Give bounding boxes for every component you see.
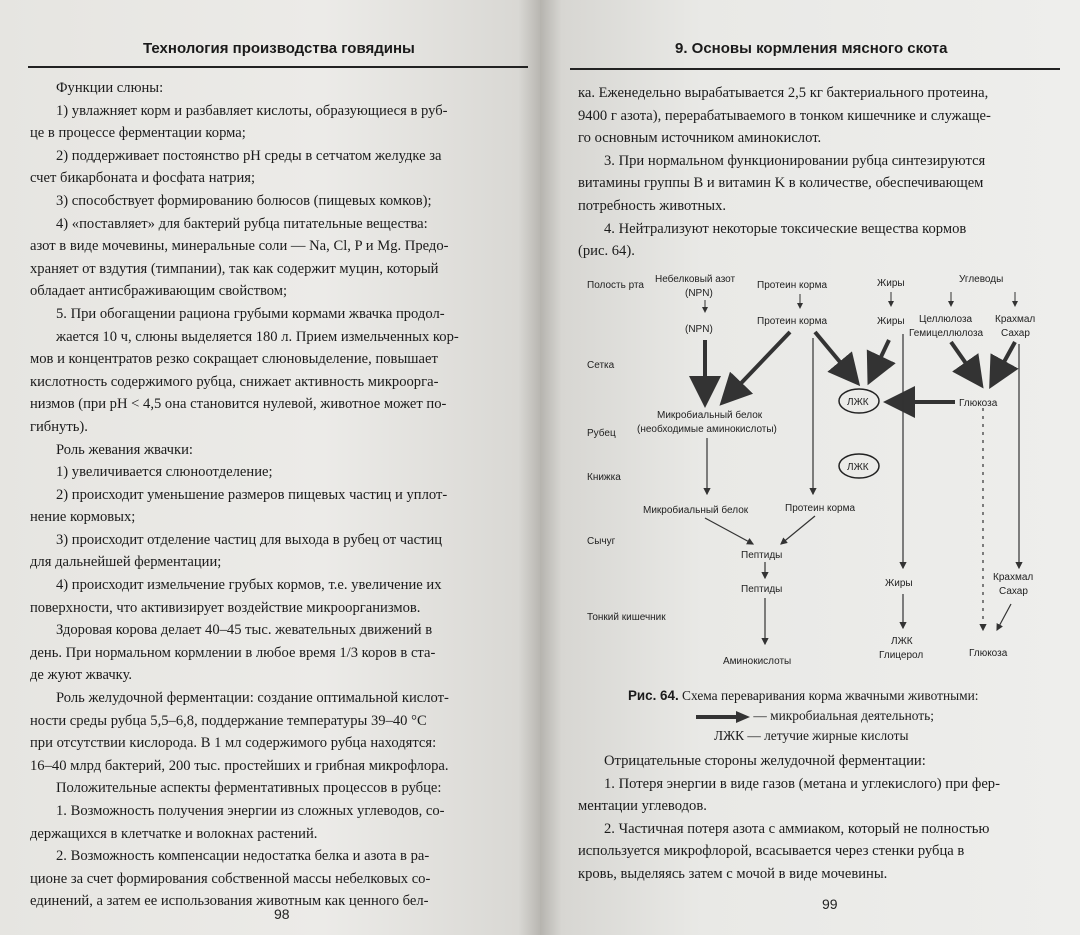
text-line: 2) происходит уменьшение размеров пищевых частиц и уплот- xyxy=(56,486,448,503)
text-line: Роль жевания жвачки: xyxy=(56,441,193,458)
figure-caption xyxy=(628,686,1068,746)
right-running-head: 9. Основы кормления мясного скота xyxy=(675,40,948,57)
text-line: 1) увлажняет корм и разбавляет кислоты, образующиеся в руб- xyxy=(56,102,448,119)
text-line: Функции слюны: xyxy=(56,80,164,96)
arrow-starch-to-glucose xyxy=(993,342,1015,382)
text-line: 3) происходит отделение частиц для выхода в рубец от частиц xyxy=(56,531,443,548)
arrow-feedprotein-to-peptides xyxy=(781,516,815,544)
node-feed-protein: Протеин корма xyxy=(757,316,828,327)
text-line: це в процессе ферментации корма; xyxy=(30,125,246,142)
node-lzhk-2: ЛЖК xyxy=(847,462,869,473)
node-npn-head-2: (NPN) xyxy=(685,288,713,299)
text-line: ментации углеводов. xyxy=(578,798,707,815)
text-line: потребность животных. xyxy=(578,197,727,214)
node-starch: Крахмал xyxy=(995,314,1036,325)
node-amino-acids: Аминокислоты xyxy=(723,656,792,667)
node-fats-head: Жиры xyxy=(877,278,905,289)
node-carbs-head: Углеводы xyxy=(959,274,1004,285)
text-line: храняет от вздутия (тимпании), так как содержит муцин, который xyxy=(30,260,439,277)
arrow-cellulose-to-glucose xyxy=(951,342,979,382)
arrow-microbial-to-peptides xyxy=(705,518,753,544)
caption-label: Рис. 64. xyxy=(628,688,679,703)
legend-lzhk: ЛЖК — летучие жирные кислоты xyxy=(714,728,909,743)
node-glucose: Глюкоза xyxy=(959,398,998,409)
text-line: го основным источником аминокислот. xyxy=(578,130,822,147)
node-microbial-protein-1: Микробиальный белок xyxy=(657,410,763,421)
text-line: день. При нормальном кормлении в любое время 1/3 коров в ста- xyxy=(30,644,436,661)
right-text-bottom xyxy=(578,750,1060,886)
node-glucose-2: Глюкоза xyxy=(969,648,1008,659)
left-running-head: Технология производства говядины xyxy=(143,40,415,57)
node-peptides-1: Пептиды xyxy=(741,550,783,561)
legend-arrow-text: — микробиальная деятельноть; xyxy=(753,708,934,723)
node-microbial-protein-3: Микробиальный белок xyxy=(643,505,749,516)
text-line: Роль желудочной ферментации: создание оптимальной кислот- xyxy=(56,690,449,707)
arrow-fats-to-lzhk xyxy=(871,340,889,378)
text-line: держащихся в клетчатке и волокнах растений. xyxy=(30,825,318,842)
right-text-top xyxy=(578,82,1060,263)
node-npn-head-1: Небелковый азот xyxy=(655,274,736,285)
right-header-rule xyxy=(570,68,1060,70)
text-line: ности среды рубца 5,5–6,8, поддержание температуры 39–40 °C xyxy=(30,712,427,729)
node-feed-protein-3: Протеин корма xyxy=(785,503,856,514)
text-line: 2. Возможность компенсации недостатка белка и азота в ра- xyxy=(56,848,430,865)
text-line: поверхности, что активизирует воздействие микроорганизмов. xyxy=(30,599,421,616)
text-line: де жуют жвачку. xyxy=(30,667,133,684)
node-lzhk-3: ЛЖК xyxy=(891,636,913,647)
text-line: 5. При обогащении рациона грубыми кормами жвачка продол- xyxy=(56,305,445,322)
text-line: 1. Возможность получения энергии из сложных углеводов, со- xyxy=(56,803,445,819)
left-text-column xyxy=(30,77,522,913)
caption-text: Схема переваривания корма жвачными животными: xyxy=(682,688,979,703)
text-line: при отсутствии кислорода. В 1 мл содержимого рубца находятся: xyxy=(30,735,437,752)
text-line: азот в виде мочевины, минеральные соли — Na, Cl, P и Mg. Предо- xyxy=(30,238,449,255)
organ-label-mouth: Полость рта xyxy=(587,280,644,291)
right-page-number: 99 xyxy=(822,896,838,912)
text-line: гибнуть). xyxy=(30,418,88,435)
node-fats: Жиры xyxy=(877,316,905,327)
text-line: 9400 г азота), перерабатываемого в тонком кишечнике и служаще- xyxy=(578,107,991,124)
text-line: 2) поддерживает постоянство pH среды в сетчатом желудке за xyxy=(56,147,442,164)
text-line: витамины группы B и витамин K в количестве, обеспечивающем xyxy=(578,175,984,192)
organ-label-rumen: Рубец xyxy=(587,428,616,439)
organ-label-abomasum: Сычуг xyxy=(587,536,616,547)
node-glycerol: Глицерол xyxy=(879,650,924,661)
node-sugar: Сахар xyxy=(1001,328,1030,339)
node-fats-2: Жиры xyxy=(885,578,913,589)
text-line: 16–40 млрд бактерий, 200 тыс. простейших и грибная микрофлора. xyxy=(30,757,449,774)
text-line: 3) способствует формированию болюсов (пищевых комков); xyxy=(56,192,432,209)
text-line: жается 10 ч, слюны выделяется 180 л. Прием измельченных кор- xyxy=(56,328,459,345)
text-line: 4) «поставляет» для бактерий рубца питательные вещества: xyxy=(56,215,428,232)
text-line: используется микрофлорой, всасывается через стенки рубца в xyxy=(578,843,965,860)
arrow-protein-to-lzhk xyxy=(815,332,855,380)
node-peptides-2: Пептиды xyxy=(741,584,783,595)
text-line: (рис. 64). xyxy=(578,243,635,260)
text-line: ционе за счет формирования собственной массы небелковых со- xyxy=(30,870,431,887)
text-line: обладает антисбраживающим свойством; xyxy=(30,283,288,300)
text-line: нение кормовых; xyxy=(30,509,136,526)
node-npn: (NPN) xyxy=(685,324,713,335)
digestion-diagram xyxy=(585,268,1070,680)
text-line: мов и концентратов резко сокращает слюновыделение, повышает xyxy=(30,351,438,368)
text-line: 3. При нормальном функционировании рубца синтезируются xyxy=(604,152,986,169)
text-line: Здоровая корова делает 40–45 тыс. жевательных движений в xyxy=(56,622,433,639)
text-line: ка. Еженедельно вырабатывается 2,5 кг бактериального протеина, xyxy=(578,85,989,101)
arrow-protein-to-microbial xyxy=(725,332,790,400)
node-starch-2: Крахмал xyxy=(993,572,1034,583)
text-line: для дальнейшей ферментации; xyxy=(30,554,222,571)
node-hemicellulose: Гемицеллюлоза xyxy=(909,328,984,339)
legend-arrow-icon xyxy=(694,711,750,723)
organ-label-omasum: Книжка xyxy=(587,472,621,483)
node-sugar-2: Сахар xyxy=(999,586,1028,597)
node-cellulose: Целлюлоза xyxy=(919,314,973,325)
text-line: кислотность содержимого рубца, снижает активность микроорга- xyxy=(30,373,439,390)
text-line: единений, а затем ее использования животным как ценного бел- xyxy=(30,893,429,910)
text-line: низмов (при pH < 4,5 она становится нулевой, животное может по- xyxy=(30,396,447,413)
node-lzhk: ЛЖК xyxy=(847,397,869,408)
arrow-sugar-to-glucose xyxy=(997,604,1011,630)
node-microbial-protein-2: (необходимые аминокислоты) xyxy=(637,424,777,435)
left-page-number: 98 xyxy=(274,906,290,922)
text-line: Положительные аспекты ферментативных процессов в рубце: xyxy=(56,780,442,797)
left-header-rule xyxy=(28,66,528,68)
text-line: 1. Потеря энергии в виде газов (метана и углекислого) при фер- xyxy=(604,775,1000,792)
text-line: Отрицательные стороны желудочной ферментации: xyxy=(604,753,926,769)
text-line: 1) увеличивается слюноотделение; xyxy=(56,464,273,481)
organ-label-small-intestine: Тонкий кишечник xyxy=(587,612,666,623)
text-line: кровь, выделяясь затем с мочой в виде мочевины. xyxy=(578,865,888,882)
text-line: 4. Нейтрализуют некоторые токсические вещества кормов xyxy=(604,220,967,237)
text-line: счет бикарбоната и фосфата натрия; xyxy=(30,170,256,187)
text-line: 4) происходит измельчение грубых кормов, т.е. увеличение их xyxy=(56,577,442,594)
organ-label-reticulum: Сетка xyxy=(587,360,615,371)
node-feed-protein-head: Протеин корма xyxy=(757,280,828,291)
text-line: 2. Частичная потеря азота с аммиаком, который не полностью xyxy=(604,820,990,837)
